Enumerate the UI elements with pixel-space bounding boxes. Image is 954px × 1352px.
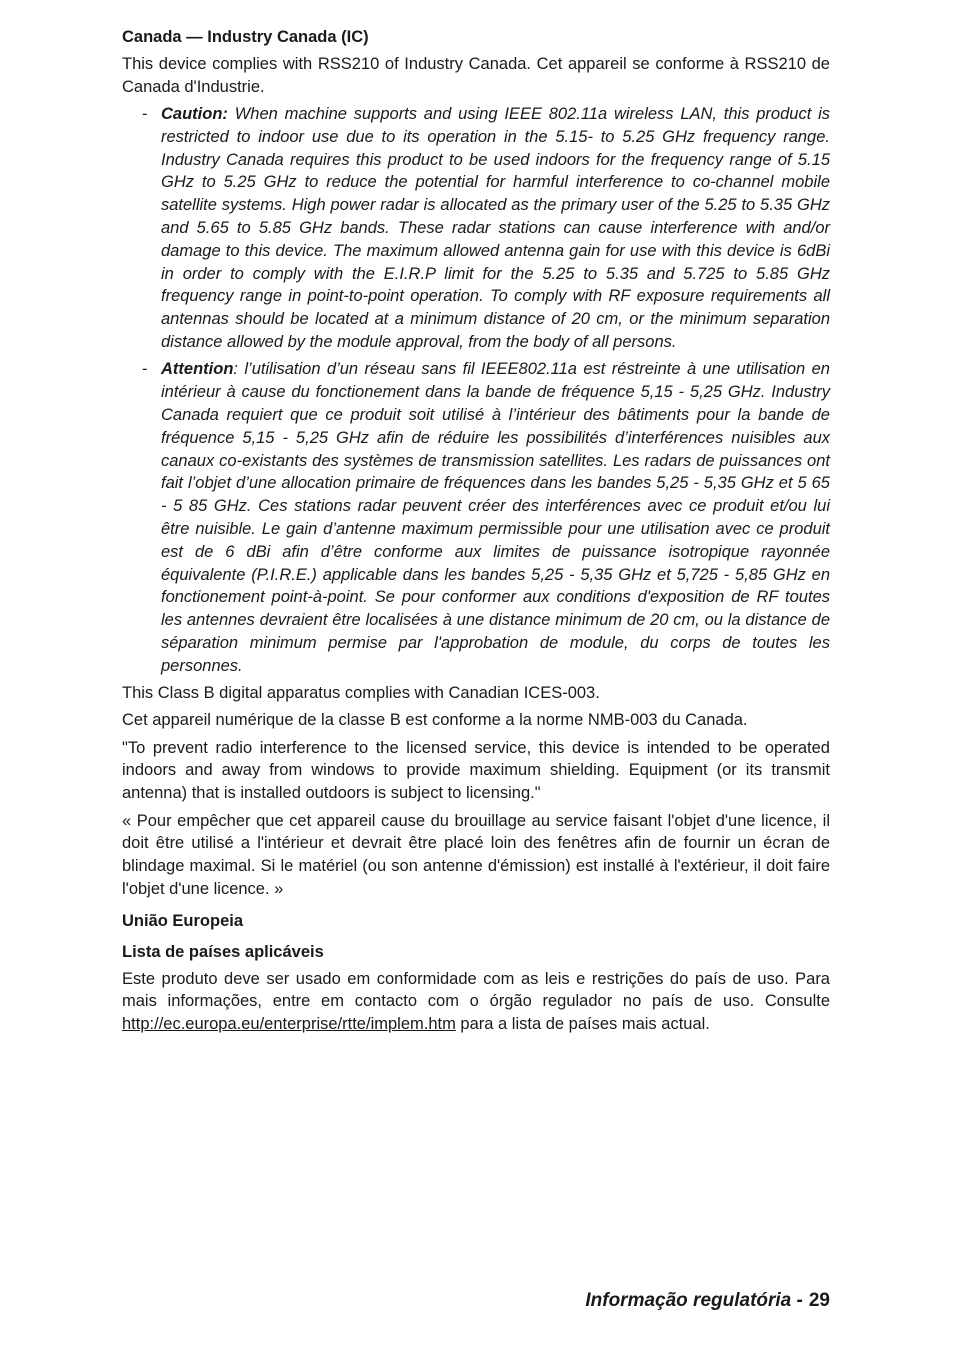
attention-label: Attention: [161, 360, 234, 379]
page-number: 29: [808, 1290, 830, 1311]
eu-subheading: Lista de países aplicáveis: [122, 942, 324, 961]
prevent-interference-fr: « Pour empêcher que cet appareil cause du brouillage au service faisant l'objet d'une licence, il doit être utilisé a l'intérieur et devrait être placé loin des fenêtres afin de fournir un écran de blindage maximal. Si le matériel (ou son antenne d'émission) est installé à l'extérieur, il doit faire l'objet d'une licence. »: [122, 811, 830, 898]
bullet-dash: -: [142, 360, 148, 379]
caution-bullet: [122, 103, 830, 354]
nmb-statement: Cet appareil numérique de la classe B est conforme a la norme NMB-003 du Canada.: [122, 711, 748, 730]
canada-heading: Canada — Industry Canada (IC): [122, 28, 369, 46]
caution-text: When machine supports and using IEEE 802.11a wireless LAN, this product is restricted to indoor use due to its operation in the 5.15- to 5.25 GHz frequency range. Industry Canada requires this product to be used indoors for the frequency range of 5.15 GHz to 5.25 GHz to reduce the potential for harmful interference to co-channel mobile satellite systems. High power radar is allocated as the primary user of the 5.25 to 5.35 GHz and 5.65 to 5.85 GHz bands. These radar stations can cause interference with and/or damage to this device. The maximum allowed antenna gain for use with this device is 6dBi in order to comply with the E.I.R.P limit for the 5.25 to 5.35 and 5.725 to 5.85 GHz frequency range in point-to-point operation. To comply with RF exposure requirements all antennas should be located at a minimum distance of 20 cm, or the minimum separation distance allowed by the module approval, from the body of all persons.: [161, 105, 830, 352]
eu-countries-link[interactable]: http://ec.europa.eu/enterprise/rtte/implem.htm: [122, 1015, 456, 1034]
ices-statement: This Class B digital apparatus complies with Canadian ICES-003.: [122, 684, 600, 703]
footer-section-title: Informação regulatória -: [585, 1290, 803, 1311]
prevent-interference-en: "To prevent radio interference to the licensed service, this device is intended to be operated indoors and away from windows to provide maximum shielding. Equipment (or its transmit antenna) that is installed outdoors is subject to licensing.": [122, 738, 830, 803]
eu-text-before: Este produto deve ser usado em conformidade com as leis e restrições do país de uso. Para mais informações, entre em contacto com o órgão regulador no país de uso. Consulte: [122, 969, 830, 1011]
eu-heading: União Europeia: [122, 911, 244, 930]
bullet-dash: -: [142, 105, 148, 124]
canada-intro: This device complies with RSS210 of Industry Canada. Cet appareil se conforme à RSS210 de Canada d'Industrie.: [122, 55, 830, 96]
eu-paragraph: [122, 968, 830, 1036]
attention-bullet: [122, 358, 830, 677]
document-page: [122, 26, 830, 1041]
eu-text-after: para a lista de países mais actual.: [455, 1015, 710, 1034]
page-footer: [585, 1290, 830, 1312]
attention-text: : l’utilisation d’un réseau sans fil IEEE802.11a est réstreinte à une utilisation en intérieur à cause du fonctionement dans la bande de fréquence 5,15 - 5,25 GHz. Industry Canada requiert que ce produit soit utilisé à l’intérieur des bâtiments pour la bande de fréquence 5,15 - 5,25 GHz afin de réduire les possibilités d’interférences nuisibles aux canaux co-existants des systèmes de transmission satellites. Les radars de puissances ont fait l’objet d’une allocation primaire de fréquences dans les bandes 5,25 - 5,35 GHz et 5 65 - 5 85 GHz. Ces stations radar peuvent créer des interférences avec ce produit et/ou lui être nuisible. Le gain d’antenne maximum permissible pour une utilisation avec ce produit est de 6 dBi afin d’être conforme aux limites de puissance isotropique rayonnée équivalente (P.I.R.E.) applicable dans les bandes 5,25 - 5,35 GHz et 5,725 - 5,85 GHz en fonctionement point-à-point. Se pour conformer aux conditions d'exposition de RF toutes les antennes devraient être localisées à une distance minimum de 20 cm, ou la distance de séparation minimum permise par l'approbation de module, du corps de toutes les personnes.: [161, 360, 830, 675]
caution-label: Caution:: [161, 105, 228, 124]
